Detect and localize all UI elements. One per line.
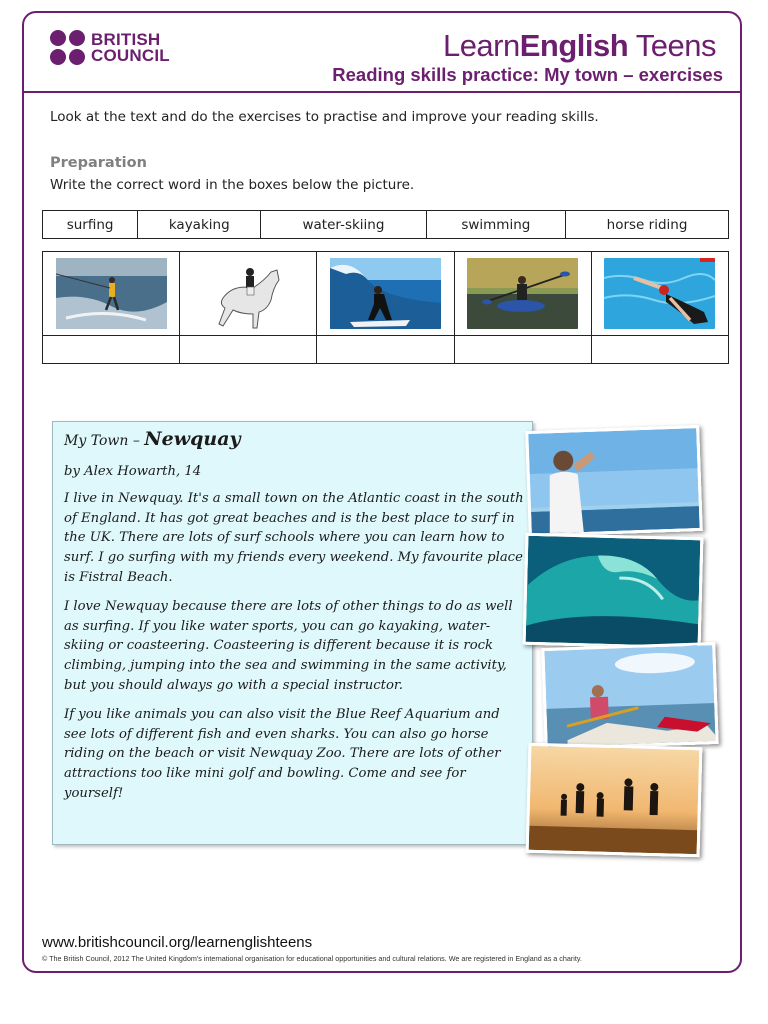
word-cell: swimming	[426, 211, 565, 239]
learnenglish-teens-logo	[443, 28, 716, 64]
wave-photo	[523, 533, 704, 650]
answer-box[interactable]	[43, 336, 180, 364]
answer-box[interactable]	[180, 336, 317, 364]
word-cell: water-skiing	[261, 211, 426, 239]
reading-title	[64, 430, 526, 452]
reading-paragraph: If you like animals you can also visit the Blue Reef Aquarium and see lots of different fish and even sharks. You can also go horse riding on the beach or visit Newquay Zoo. There are lots of other attractions too like mini golf and bowling. Come and see for yourself!	[64, 707, 501, 801]
logo-line-1: BRITISH	[91, 29, 161, 49]
answer-box[interactable]	[317, 336, 454, 364]
kayaker-photo	[541, 642, 718, 750]
british-council-logo	[50, 30, 170, 65]
word-cell: horse riding	[566, 211, 729, 239]
word-cell: surfing	[43, 211, 138, 239]
reading-title-place: Newquay	[144, 428, 241, 450]
brand-teens: Teens	[635, 28, 716, 63]
boy-at-beach-photo	[525, 425, 703, 537]
reading-paragraph: I live in Newquay. It's a small town on the Atlantic coast in the south of England. It has got great beaches and is the best place to surf in the UK. There are lots of surf schools where you can learn how to surf. I go surfing with my friends every weekend. My favourite place is Fistral Beach.	[64, 491, 524, 585]
preparation-heading: Preparation	[50, 155, 147, 171]
horse-riding-photo	[193, 258, 304, 329]
kayaking-photo	[467, 258, 578, 329]
reading-text-box	[52, 421, 533, 845]
brand-learn: Learn	[442, 28, 520, 63]
brand-english: English	[519, 28, 629, 63]
logo-line-2: COUNCIL	[91, 45, 170, 65]
swimming-photo	[604, 258, 715, 329]
answer-box[interactable]	[454, 336, 591, 364]
water-skiing-photo	[56, 258, 167, 329]
logo-dots-icon	[50, 30, 85, 65]
answer-box[interactable]	[591, 336, 728, 364]
intro-text: Look at the text and do the exercises to practise and improve your reading skills.	[50, 109, 599, 125]
word-cell: kayaking	[138, 211, 261, 239]
surfing-photo	[330, 258, 441, 329]
page-title: Reading skills practice: My town – exercises	[332, 64, 723, 85]
picture-table	[42, 251, 729, 364]
reading-byline: by Alex Howarth, 14	[64, 463, 202, 479]
family-jumping-photo	[526, 743, 703, 858]
reading-title-prefix: My Town –	[64, 433, 145, 449]
reading-paragraph: I love Newquay because there are lots of other things to do as well as surfing. If you like water sports, you can go kayaking, water-skiing or coasteering. Coasteering is different because it is rock climbing, jumping into the sea and swimming in the same activity, but you should always go with a special instructor.	[64, 599, 513, 693]
word-table	[42, 210, 729, 239]
footer-copyright: © The British Council, 2012 The United Kingdom's international organisation for educational opportunities and cultural relations. We are registered in England as a charity.	[42, 954, 582, 963]
footer-url[interactable]: www.britishcouncil.org/learnenglishteens	[42, 934, 313, 951]
preparation-instruction: Write the correct word in the boxes below the picture.	[50, 177, 415, 193]
